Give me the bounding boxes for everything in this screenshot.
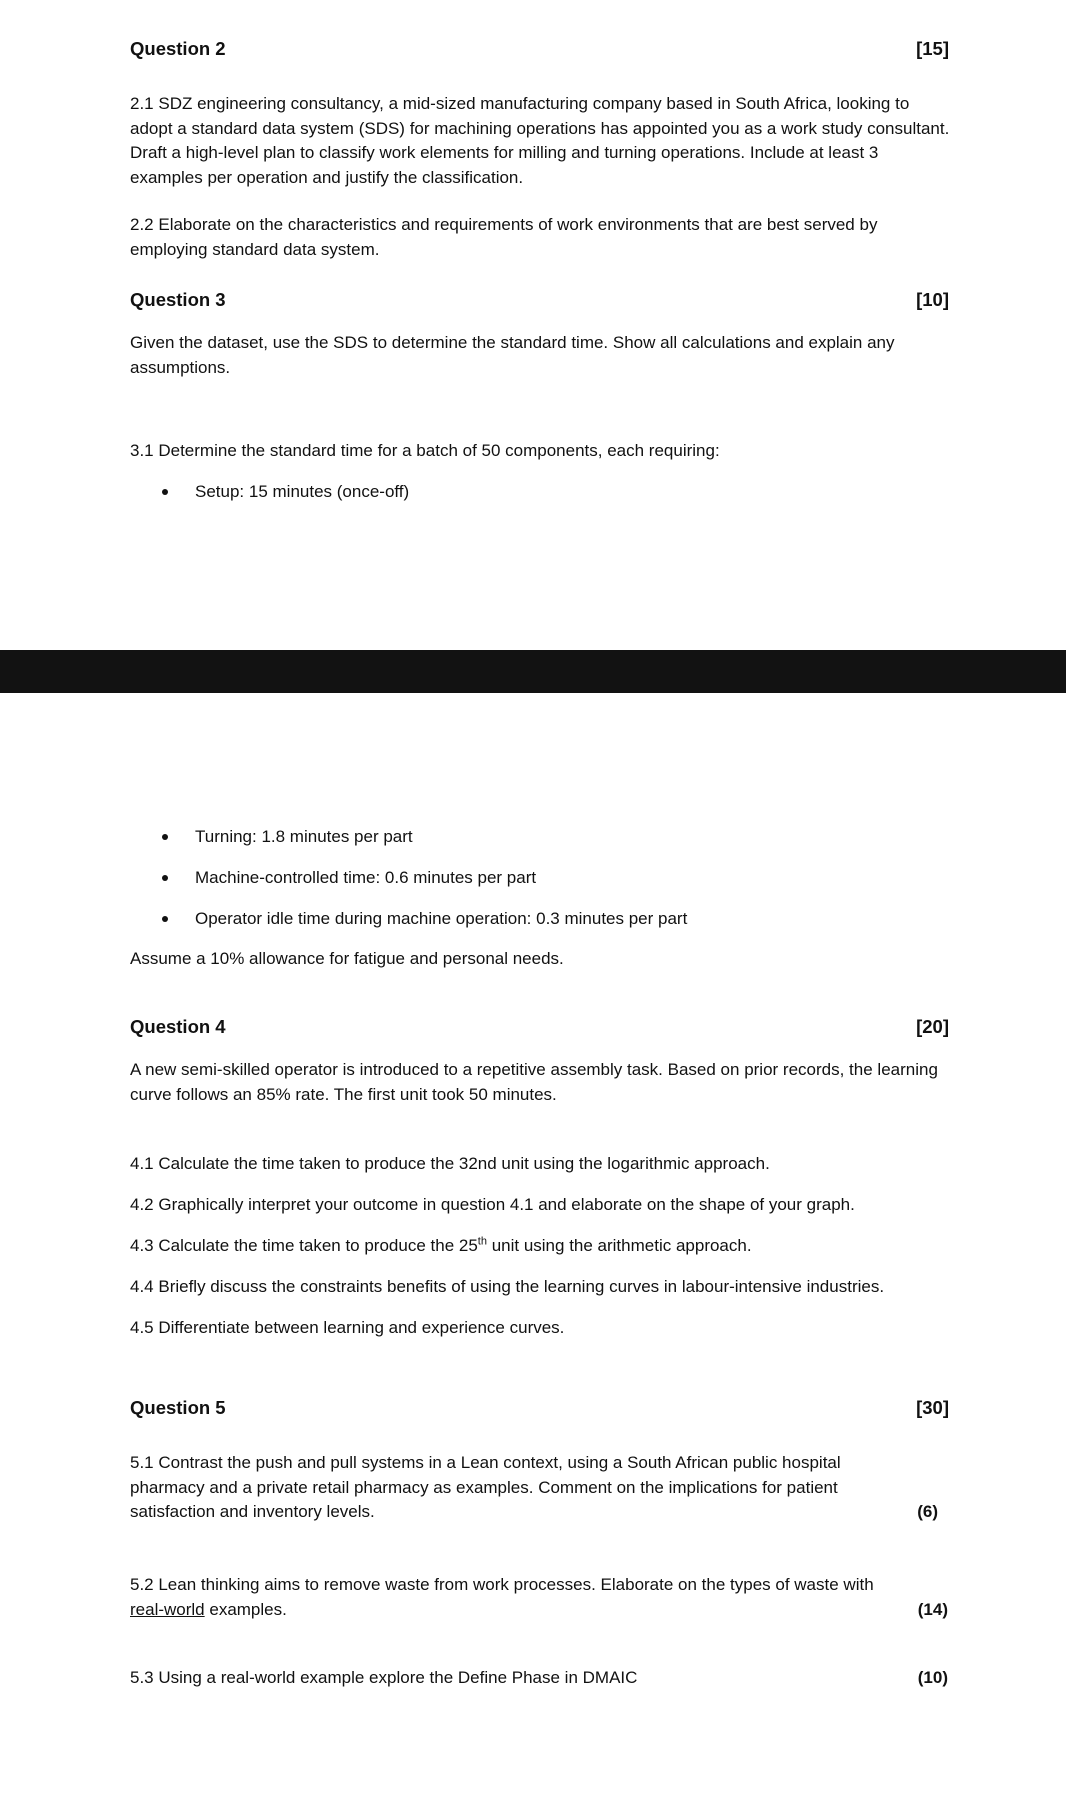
question-2-title: Question 2 (130, 38, 226, 59)
bullet-icon (162, 489, 170, 497)
bullet-item-idle-time: Operator idle time during machine operation: 0.3 minutes per part (195, 909, 688, 928)
question-5-title: Question 5 (130, 1397, 226, 1418)
bullet-icon (162, 916, 170, 924)
question-5-1-text: 5.1 Contrast the push and pull systems in a Lean context, using a South African public hospital pharmacy and a private retail pharmacy as examples. Comment on the implications for patient satisfaction and inventory levels. (130, 1453, 841, 1521)
question-2-2-text: 2.2 Elaborate on the characteristics and requirements of work environments that are best served by employing standard data system. (130, 215, 878, 259)
redaction-band (0, 650, 1066, 693)
question-4-intro: A new semi-skilled operator is introduced to a repetitive assembly task. Based on prior records, the learning curve follows an 85% rate. The first unit took 50 minutes. (130, 1060, 938, 1104)
bullet-item-setup: Setup: 15 minutes (once-off) (195, 482, 410, 501)
question-5-2-underlined: real-world (130, 1599, 205, 1619)
question-2-marks: [15] (916, 38, 949, 59)
question-5-2-line1: 5.2 Lean thinking aims to remove waste from work processes. Elaborate on the types of waste with (130, 1575, 874, 1594)
question-3-marks: [10] (916, 289, 949, 310)
bullet-icon (162, 875, 170, 883)
question-4-3-pre: 4.3 Calculate the time taken to produce the 25 (130, 1236, 478, 1255)
question-4-5-text: 4.5 Differentiate between learning and experience curves. (130, 1318, 565, 1337)
question-4-3-post: unit using the arithmetic approach. (486, 1236, 752, 1255)
question-5-2-rest: examples. (204, 1599, 287, 1619)
question-4-title: Question 4 (130, 1016, 226, 1037)
question-3-1-text: 3.1 Determine the standard time for a batch of 50 components, each requiring: (130, 441, 720, 460)
question-5-3-marks: (10) (917, 1668, 948, 1687)
question-2-1-text: 2.1 SDZ engineering consultancy, a mid-sized manufacturing company based in South Africa, looking to adopt a standard data system (SDS) for machining operations has appointed you as a work study consultant. Draft a high-level plan to classify work elements for milling and turning operations. Include at least 3 examples per operation and justify the classification. (130, 94, 950, 187)
question-4-1-text: 4.1 Calculate the time taken to produce the 32nd unit using the logarithmic approach. (130, 1154, 770, 1173)
bullet-item-machine-time: Machine-controlled time: 0.6 minutes per part (195, 868, 537, 887)
question-5-1-marks: (6) (917, 1502, 938, 1521)
question-5-marks: [30] (916, 1397, 949, 1418)
question-4-3-text (130, 1234, 950, 1259)
bullet-item-turning: Turning: 1.8 minutes per part (195, 827, 413, 846)
question-5-2-text (130, 1573, 950, 1622)
bullet-icon (162, 834, 170, 842)
question-3-intro: Given the dataset, use the SDS to determine the standard time. Show all calculations and explain any assumptions. (130, 333, 895, 377)
question-5-3-text: 5.3 Using a real-world example explore the Define Phase in DMAIC (130, 1668, 638, 1687)
question-4-4-text: 4.4 Briefly discuss the constraints benefits of using the learning curves in labour-intensive industries. (130, 1277, 885, 1296)
question-4-marks: [20] (916, 1016, 949, 1037)
question-4-2-text: 4.2 Graphically interpret your outcome in question 4.1 and elaborate on the shape of your graph. (130, 1195, 855, 1214)
question-5-2-line2 (130, 1598, 950, 1623)
question-4-3-superscript: th (477, 1235, 487, 1248)
question-5-2-marks: (14) (917, 1600, 948, 1619)
question-3-allowance: Assume a 10% allowance for fatigue and personal needs. (130, 949, 564, 968)
question-3-title: Question 3 (130, 289, 226, 310)
